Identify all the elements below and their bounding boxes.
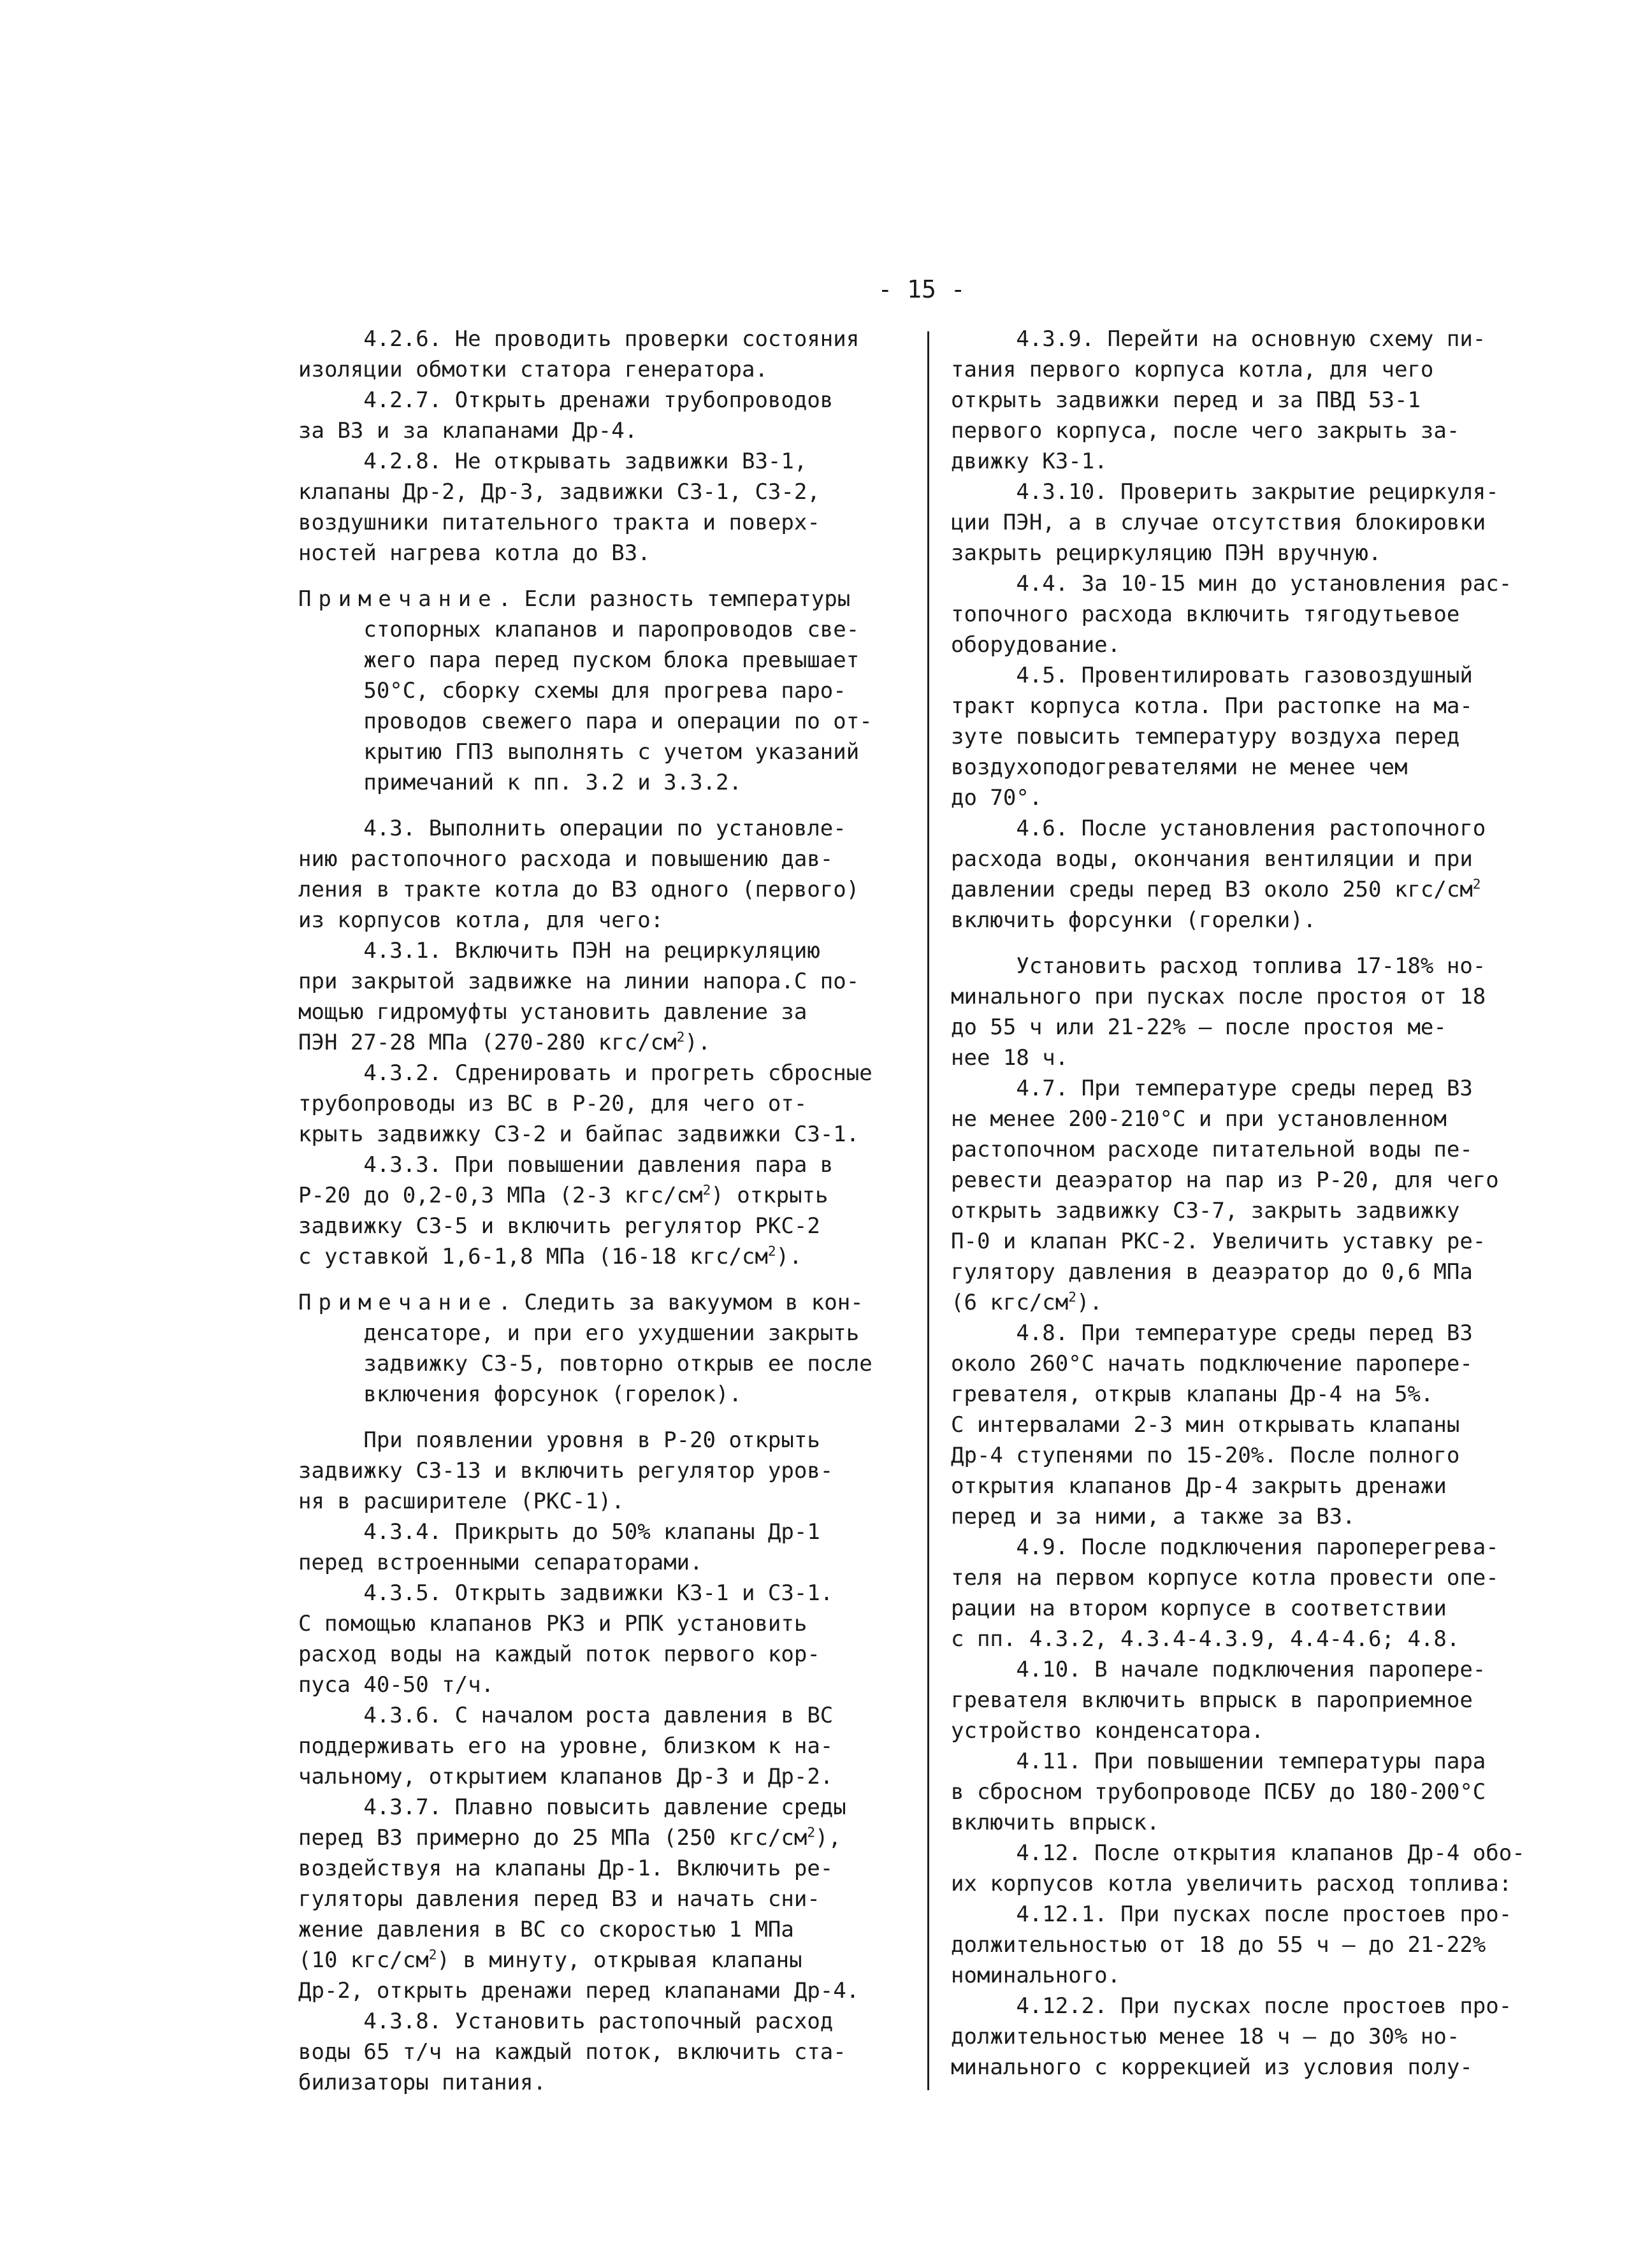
text-line [951, 2052, 1564, 2083]
text-line [298, 1884, 905, 1914]
text-line [298, 905, 905, 935]
text-line [951, 905, 1564, 935]
text-line [951, 1226, 1564, 1257]
line-text: 4.6. После установления растопочного [951, 816, 1486, 841]
line-text: ления в тракте котла до ВЗ одного (первого) [298, 877, 860, 902]
text-line [298, 1608, 905, 1639]
text-line [298, 1318, 905, 1348]
column-divider [927, 331, 929, 2090]
line-text: 4.2.6. Не проводить проверки состояния [298, 326, 860, 352]
text-line [298, 737, 905, 767]
superscript: 2 [807, 1824, 816, 1840]
line-text: нию растопочного расхода и повышению дав- [298, 846, 834, 872]
text-line [951, 385, 1564, 415]
text-line [951, 1746, 1564, 1777]
text-line [298, 1180, 905, 1211]
line-text: должительностью от 18 до 55 ч — до 21-22% [951, 1932, 1486, 1958]
text-line [298, 1119, 905, 1150]
text-line [951, 1960, 1564, 1991]
line-text: задвижку СЗ-13 и включить регулятор уров- [298, 1458, 834, 1484]
text-line [951, 1012, 1564, 1043]
text-line [298, 813, 905, 844]
line-text: зуте повысить температуру воздуха перед [951, 724, 1460, 749]
line-text: номинального. [951, 1963, 1121, 1988]
text-line [298, 584, 905, 614]
line-text: до 70°. [951, 785, 1043, 811]
line-text: Установить расход топлива 17-18% но- [951, 953, 1486, 979]
line-text: проводов свежего пара и операции по от- [298, 709, 872, 734]
line-text: при закрытой задвижке на линии напора.С по- [298, 969, 860, 994]
text-line [298, 1088, 905, 1119]
line-text: открыть задвижку СЗ-7, закрыть задвижку [951, 1198, 1460, 1224]
line-text: жего пара перед пуском блока превышает [298, 647, 860, 673]
paragraph-gap [298, 1272, 905, 1287]
line-text: билизаторы питания. [298, 2070, 546, 2095]
text-line [951, 446, 1564, 477]
line-text: задвижку СЗ-5, повторно открыв ее после [298, 1351, 872, 1376]
paragraph-gap [298, 798, 905, 813]
text-line [298, 2067, 905, 2098]
line-text: теля на первом корпусе котла провести опе- [951, 1565, 1499, 1591]
text-line [951, 568, 1564, 599]
text-line [951, 1563, 1564, 1593]
line-text: С помощью клапанов РКЗ и РПК установить [298, 1611, 807, 1636]
text-line [298, 1211, 905, 1241]
text-line [951, 1471, 1564, 1501]
text-line [951, 1104, 1564, 1134]
line-text: воздушники питательного тракта и поверх- [298, 510, 820, 535]
text-line [951, 691, 1564, 721]
line-text: перед встроенными сепараторами. [298, 1550, 703, 1575]
text-line [951, 1715, 1564, 1746]
line-text: гулятору давления в деаэратор до 0,6 МПа [951, 1259, 1473, 1285]
line-text: тракт корпуса котла. При растопке на ма- [951, 693, 1473, 719]
text-line [298, 1379, 905, 1410]
superscript: 2 [1068, 1289, 1076, 1305]
line-text: 4.8. При температуре среды перед ВЗ [951, 1320, 1473, 1346]
line-text: 4.3.2. Сдренировать и прогреть сбросные [298, 1060, 872, 1086]
text-line [298, 1348, 905, 1379]
text-line [298, 935, 905, 966]
text-line [298, 538, 905, 568]
text-line [298, 1425, 905, 1455]
line-text: (10 кгс/см [298, 1947, 429, 1973]
line-text: воздухоподогревателями не менее чем [951, 755, 1408, 780]
line-text: включить впрыск. [951, 1810, 1160, 1835]
line-text: должительностью менее 18 ч — до 30% но- [951, 2024, 1460, 2049]
text-line [298, 844, 905, 874]
line-text: 4.3.10. Проверить закрытие рециркуля- [951, 479, 1499, 505]
text-line [951, 1165, 1564, 1195]
line-text: 4.3.3. При повышении давления пара в [298, 1152, 834, 1178]
text-line [951, 1195, 1564, 1226]
text-line [298, 2006, 905, 2037]
line-text: ностей нагрева котла до ВЗ. [298, 540, 651, 566]
note-label: Примечание [298, 1290, 498, 1315]
text-line [951, 477, 1564, 507]
text-line [298, 507, 905, 538]
line-text: крытию ГПЗ выполнять с учетом указаний [298, 739, 860, 765]
text-line [951, 1930, 1564, 1960]
text-line [951, 1348, 1564, 1379]
line-text: 4.12.1. При пусках после простоев про- [951, 1902, 1512, 1927]
text-line [298, 1241, 905, 1272]
line-text: до 55 ч или 21-22% — после простоя ме- [951, 1015, 1447, 1040]
line-text: перед ВЗ примерно до 25 МПа (250 кгс/см [298, 1825, 807, 1851]
note-label: Примечание [298, 586, 498, 612]
line-text: изоляции обмотки статора генератора. [298, 357, 768, 382]
text-line [298, 1578, 905, 1608]
text-line [298, 1823, 905, 1853]
text-line [298, 1945, 905, 1975]
text-line [298, 767, 905, 798]
right-column [951, 324, 1564, 2083]
text-line [951, 1134, 1564, 1165]
line-text: 4.3.7. Плавно повысить давление среды [298, 1795, 846, 1820]
line-text: П-0 и клапан РКС-2. Увеличить уставку ре- [951, 1229, 1486, 1254]
line-text: примечаний к пп. 3.2 и 3.3.2. [298, 770, 742, 795]
line-text: ревести деаэратор на пар из Р-20, для чего [951, 1167, 1499, 1193]
line-text: с уставкой 1,6-1,8 МПа (16-18 кгс/см [298, 1244, 768, 1269]
line-text: чальному, открытием клапанов Др-3 и Др-2. [298, 1764, 834, 1789]
text-line [298, 1700, 905, 1731]
text-line [951, 599, 1564, 630]
line-text: оборудование. [951, 632, 1121, 658]
line-text: мощью гидромуфты установить давление за [298, 999, 807, 1025]
line-text: ня в расширителе (РКС-1). [298, 1489, 625, 1514]
text-line [298, 415, 905, 446]
text-line [951, 324, 1564, 354]
text-line [951, 1685, 1564, 1715]
line-text: из корпусов котла, для чего: [298, 907, 664, 933]
text-line [298, 614, 905, 645]
text-line [951, 752, 1564, 783]
text-line [951, 2021, 1564, 2052]
line-text: ) в минуту, открывая клапаны [437, 1947, 802, 1973]
line-text: 4.3.5. Открыть задвижки КЗ-1 и СЗ-1. [298, 1580, 834, 1606]
text-line [298, 324, 905, 354]
line-text: Р-20 до 0,2-0,3 МПа (2-3 кгс/см [298, 1183, 703, 1208]
superscript: 2 [1472, 876, 1481, 892]
text-line [951, 1257, 1564, 1287]
line-text: 50°С, сборку схемы для прогрева паро- [298, 678, 846, 704]
text-line [298, 1792, 905, 1823]
text-line [298, 1547, 905, 1578]
line-text: гуляторы давления перед ВЗ и начать сни- [298, 1886, 820, 1912]
text-line [951, 1318, 1564, 1348]
line-text: задвижку СЗ-5 и включить регулятор РКС-2 [298, 1213, 820, 1239]
text-line [298, 446, 905, 477]
line-text: . Если разность температуры [498, 586, 851, 612]
line-text: клапаны Др-2, Др-3, задвижки СЗ-1, СЗ-2, [298, 479, 820, 505]
line-text: ции ПЭН, а в случае отсутствия блокировки [951, 510, 1486, 535]
line-text: гревателя включить впрыск в пароприемное [951, 1687, 1473, 1713]
line-text: первого корпуса, после чего закрыть за- [951, 418, 1460, 444]
line-text: Др-4 ступенями по 15-20%. После полного [951, 1443, 1460, 1468]
text-line [951, 1532, 1564, 1563]
superscript: 2 [767, 1243, 776, 1259]
left-column [298, 324, 905, 2098]
text-line [298, 1670, 905, 1700]
line-text: за ВЗ и за клапанами Др-4. [298, 418, 638, 444]
line-text: устройство конденсатора. [951, 1718, 1264, 1744]
line-text: движку КЗ-1. [951, 449, 1108, 474]
text-line [298, 1975, 905, 2006]
line-text: 4.9. После подключения пароперегрева- [951, 1535, 1499, 1560]
text-line [951, 844, 1564, 874]
line-text: пуса 40-50 т/ч. [298, 1672, 495, 1698]
line-text: перед и за ними, а также за ВЗ. [951, 1504, 1356, 1529]
line-text: ). [776, 1244, 802, 1269]
line-text: С интервалами 2-3 мин открывать клапаны [951, 1412, 1460, 1438]
line-text: гревателя, открыв клапаны Др-4 на 5%. [951, 1382, 1434, 1407]
text-line [298, 966, 905, 997]
line-text: воды 65 т/ч на каждый поток, включить ста- [298, 2039, 846, 2065]
text-line [298, 1027, 905, 1058]
text-line [951, 354, 1564, 385]
text-line [951, 660, 1564, 691]
text-line [298, 1761, 905, 1792]
text-line [951, 415, 1564, 446]
line-text: нее 18 ч. [951, 1045, 1069, 1071]
line-text: минального с коррекцией из условия полу- [951, 2055, 1473, 2080]
line-text: 4.10. В начале подключения паропере- [951, 1657, 1486, 1682]
text-line [951, 951, 1564, 981]
line-text: 4.4. За 10-15 мин до установления рас- [951, 571, 1512, 596]
line-text: растопочном расходе питательной воды пе- [951, 1137, 1473, 1162]
line-text: 4.7. При температуре среды перед ВЗ [951, 1076, 1473, 1101]
text-line [951, 1838, 1564, 1868]
line-text: 4.2.7. Открыть дренажи трубопроводов [298, 387, 834, 413]
text-line [298, 1914, 905, 1945]
line-text: расхода воды, окончания вентиляции и при [951, 846, 1473, 872]
line-text: тания первого корпуса котла, для чего [951, 357, 1434, 382]
line-text: трубопроводы из ВС в Р-20, для чего от- [298, 1091, 807, 1116]
superscript: 2 [702, 1181, 711, 1198]
text-line [951, 783, 1564, 813]
line-text: Др-2, открыть дренажи перед клапанами Др-4. [298, 1978, 860, 2004]
line-text: включения форсунок (горелок). [298, 1382, 742, 1407]
line-text: воздействуя на клапаны Др-1. Включить ре- [298, 1856, 834, 1881]
text-line [298, 1455, 905, 1486]
text-line [951, 1379, 1564, 1410]
text-line [951, 507, 1564, 538]
text-line [951, 1043, 1564, 1073]
text-line [951, 1410, 1564, 1440]
line-text: топочного расхода включить тягодутьевое [951, 602, 1460, 627]
line-text: ). [1076, 1290, 1103, 1315]
line-text: 4.5. Провентилировать газовоздушный [951, 663, 1473, 688]
text-line [951, 1991, 1564, 2021]
line-text: 4.11. При повышении температуры пара [951, 1749, 1486, 1774]
line-text: . Следить за вакуумом в кон- [498, 1290, 864, 1315]
line-text: открыть задвижки перед и за ПВД 53-1 [951, 387, 1421, 413]
text-line [951, 1624, 1564, 1654]
line-text: 4.3. Выполнить операции по установле- [298, 816, 846, 841]
text-line [298, 675, 905, 706]
line-text: (6 кгс/см [951, 1290, 1069, 1315]
line-text: рации на втором корпусе в соответствии [951, 1596, 1447, 1621]
line-text: около 260°С начать подключение пароперe- [951, 1351, 1473, 1376]
text-line [298, 1853, 905, 1884]
line-text: 4.3.4. Прикрыть до 50% клапаны Др-1 [298, 1519, 820, 1545]
text-line [298, 1058, 905, 1088]
line-text: поддерживать его на уровне, близком к на- [298, 1733, 834, 1759]
text-line [951, 1287, 1564, 1318]
text-line [951, 1440, 1564, 1471]
line-text: При появлении уровня в Р-20 открыть [298, 1427, 820, 1453]
line-text: ), [815, 1825, 841, 1851]
line-text: включить форсунки (горелки). [951, 907, 1317, 933]
text-line [298, 1486, 905, 1517]
paragraph-gap [298, 1410, 905, 1425]
line-text: 4.3.8. Установить растопочный расход [298, 2009, 834, 2034]
line-text: 4.12. После открытия клапанов Др-4 обо- [951, 1840, 1525, 1866]
text-line [951, 1593, 1564, 1624]
line-text: стопорных клапанов и паропроводов све- [298, 617, 860, 642]
text-line [298, 645, 905, 675]
text-line [298, 1731, 905, 1761]
text-line [951, 1868, 1564, 1899]
line-text: 4.12.2. При пусках после простоев про- [951, 1993, 1512, 2019]
text-line [951, 874, 1564, 905]
text-line [298, 1287, 905, 1318]
text-line [951, 721, 1564, 752]
line-text: расход воды на каждый поток первого кор- [298, 1642, 820, 1667]
line-text: давлении среды перед ВЗ около 250 кгс/см [951, 877, 1473, 902]
text-line [951, 813, 1564, 844]
text-line [298, 874, 905, 905]
line-text: 4.2.8. Не открывать задвижки ВЗ-1, [298, 449, 807, 474]
line-text: 4.3.9. Перейти на основную схему пи- [951, 326, 1486, 352]
line-text: их корпусов котла увеличить расход топлива: [951, 1871, 1512, 1896]
text-line [951, 1073, 1564, 1104]
line-text: ). [684, 1030, 711, 1055]
text-line [951, 1501, 1564, 1532]
text-line [298, 1517, 905, 1547]
text-line [298, 477, 905, 507]
text-line [298, 706, 905, 737]
paragraph-gap [298, 568, 905, 584]
text-line [298, 2037, 905, 2067]
line-text: крыть задвижку СЗ-2 и байпас задвижки СЗ-1. [298, 1122, 860, 1147]
text-line [951, 981, 1564, 1012]
text-line [298, 354, 905, 385]
line-text: денсаторе, и при его ухудшении закрыть [298, 1320, 860, 1346]
superscript: 2 [676, 1029, 685, 1045]
text-line [951, 1654, 1564, 1685]
line-text: 4.3.1. Включить ПЭН на рециркуляцию [298, 938, 820, 964]
line-text: открытия клапанов Др-4 закрыть дренажи [951, 1473, 1447, 1499]
text-line [298, 1150, 905, 1180]
line-text: ПЭН 27-28 МПа (270-280 кгс/см [298, 1030, 677, 1055]
line-text: жение давления в ВС со скоростью 1 МПа [298, 1917, 794, 1942]
text-line [951, 1807, 1564, 1838]
paragraph-gap [951, 935, 1564, 951]
text-line [951, 538, 1564, 568]
text-line [951, 630, 1564, 660]
page-number: - 15 - [878, 275, 966, 303]
text-line [298, 1639, 905, 1670]
line-text: ) открыть [711, 1183, 829, 1208]
text-line [951, 1777, 1564, 1807]
text-line [951, 1899, 1564, 1930]
text-line [298, 385, 905, 415]
line-text: в сбросном трубопроводе ПСБУ до 180-200°С [951, 1779, 1486, 1805]
text-line [298, 997, 905, 1027]
line-text: не менее 200-210°С и при установленном [951, 1106, 1447, 1132]
line-text: с пп. 4.3.2, 4.3.4-4.3.9, 4.4-4.6; 4.8. [951, 1626, 1460, 1652]
superscript: 2 [428, 1946, 437, 1963]
line-text: 4.3.6. С началом роста давления в ВС [298, 1703, 834, 1728]
line-text: закрыть рециркуляцию ПЭН вручную. [951, 540, 1382, 566]
line-text: минального при пусках после простоя от 18 [951, 984, 1486, 1009]
